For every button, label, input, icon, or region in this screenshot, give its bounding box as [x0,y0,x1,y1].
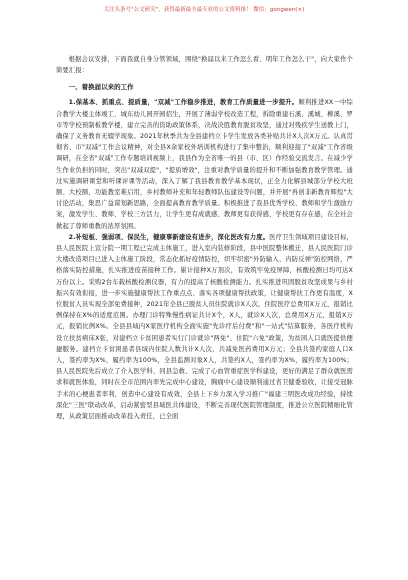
paragraph-1-lead: 1.保基本、抓重点、提质量，"双减"工作稳步推进，教育工作质量进一步提升。 [68,99,299,107]
paragraph-2-body: 医疗卫生领域项目建设目标，县人民医院上宣分院一期工程已完成主体施工，进入室内装修阶段，县中医院整体搬迁、县人民医院门诊大楼改造项目已进入主体施工阶段，常态化抓好疫情防控，织牢织密"外防输入、内防反弹"防控网络，严格落实防控措施，扎实推进疫苗接种工作。累计接种X万剂次，有效筑牢免疫屏障，核酸检测日均可达X万份以上。采购2台车载核酸检测仪器，有力的提高了核酸检测能力。扎实推进巩固脱贫攻坚成果与乡村振兴有效衔接，进一步实施健康帮扶工作重点点、落实各项健康帮扶政策，让健康帮扶工作更有温度，X位脱贫人员实现全部免费接种，2021年全县已脱贫人员住院就诊X人次，住院医疗总费用X万元，报销比例保持在X%的适度范围。办理门诊特殊慢性病证共计X个，X人，就诊X人次，总费用X万元，报销X万元，报销比例X%。全县县域内X家医疗机构全面实施"先诊疗后付费"和"一站式"结算服务，各医疗机构设立扶贫病床X张，对建档立卡贫困患者实行门诊就诊"两免"、住院"六免"政策，为贫困人口就医提供便捷服务。建档立卡贫困患者县域内住院人数共计X人次，共减免医药费用X万元；全县共签约家庭人口X人，签约率为X%，履约率为100%，全县监测对象X人，共签约X人，签约率为X%，履约率为100%；县人民医院先后成立了介入医学科、同县急救、完成了心血管重症医学科建设，更好的满足了群众就医需求和就医体验，同时在全市范围内率先完成中心建设，胸痛中心建设顺利通过省卫健委验收，让接受冠脉手术的心梗患者率利，创造中心建设有成效，全县上下乡力深入学习推广"福建三明医改成功经验，持续深化"三医"联动改革，启动紧密型县域医共体建设，不断完善现代医院管理制度，推进公立医院精细化管理，从政策层面推动改革投入责任，已全面 [56,233,353,421]
watermark-banner: 关注头条号"公文研究"，获得最新最全最专业的公文资料推！ 微信：gongwen(×) [103,7,305,13]
paragraph-2-lead: 2.补短板、强弱项、保民生，健康事新建设有进步，深化医改有力度。 [68,233,270,241]
paragraph-1 [56,97,353,231]
paragraph-2 [56,232,353,422]
paragraph-1-body: 顺利推进XX一中综合教学大楼主体竣工、城东幼儿园开园招生，开展了薄弱学校改造工程，拆除重建石溪、溪城、柳溪、罗市等学校预制板教学楼，建立完善的资助政策体系，决战决胜教育脱贫攻坚，通过对残疾学生送教上门，确保了义务教育无辍学现象。2021年秋季共为全县建档立卡学生发放各类补贴共计X人次X万元。认真贯彻省、市"双减"工作会议精神，对全县X余家校外培训机构进行了集中整治，顺利迎接了"双减"工作省级调研，在全省"双减"工作专题培训视频上，我县作为全省唯一的县（市、区）作经验交流发言。在减少学生作业负担的同时，突出"双减双提"、"提质增效"，注重对教学质量的提升和不断加强教育教学管理。通过实施调研课堂和听课评课等活动，深入了解了我县教育教学基本现状，正全力化解县城部分学校大班额、大校额，功能教室难启用，乡村教师补充和年轻教师队伍建设等问题，并开展"再创非新教育辉煌"大讨论活动，集思广益谋划新思路，全面提高教育教学质量。积极推进了我县优秀学校、教师和学生激励方案，激发学生、教师、学校三方活力，让学生更有成就感、教师更有获得感、学校更有存在感，在全社会掀起了尊师重教的浓厚氛围。 [56,99,353,230]
section-title: 一、着换届以来的工作 [68,83,134,92]
document-body [56,54,353,422]
intro-paragraph: 根据会议安排，下面我就自身分管领域，围绕"换届以来工作怎么看、明年工作怎么干"，向大家作个简要汇报： [56,56,353,75]
